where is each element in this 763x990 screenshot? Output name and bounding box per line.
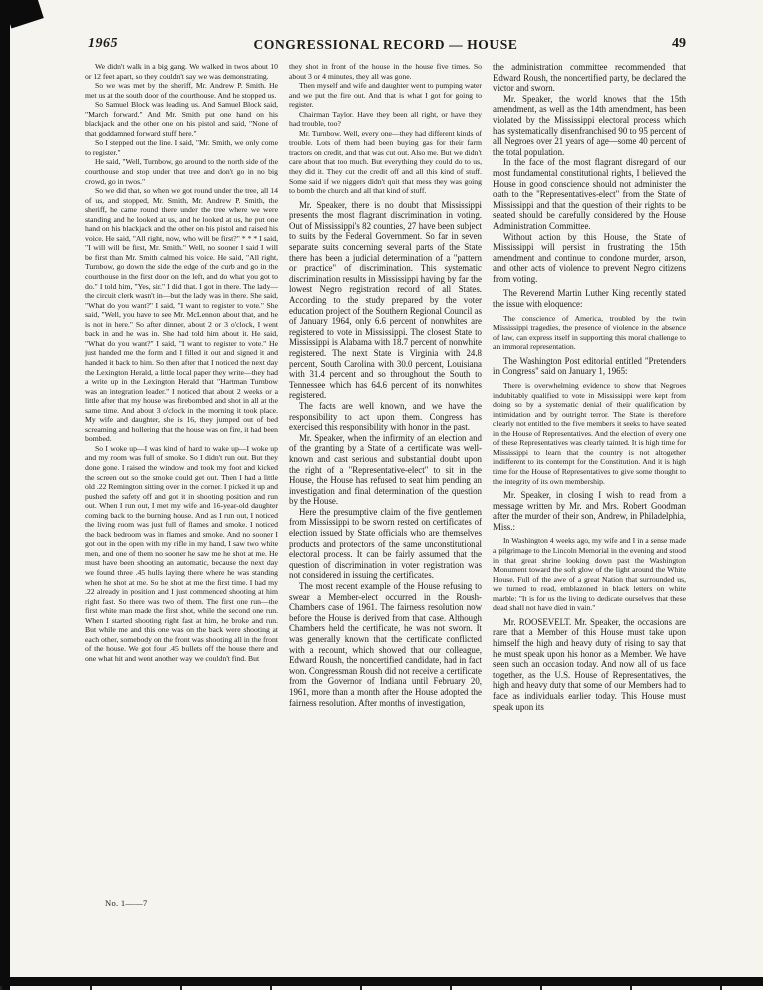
scan-edge-bottom xyxy=(0,977,763,986)
paragraph: So I woke up—I was kind of hard to wake up—I woke up and my room was full of smoke. So I didn't run out. But they done gone. I raised the window and took my foot and kicked the screen out so the smoke could get out. Then I had a little old .22 Remington sitting over in the corner. I picked it up and pushed the safety off and got it in shooting position and run out. When I run out, I met my wife and 16-year-old daughter coming back to the burning house. And as I run out, I noticed the living room was just full of flames and smoke. I noticed the back bedroom was in flames and smoke. And no sooner I got out in the open with my rifle in my hand, I saw two white men, and one of them no sooner he saw me he shot at me. He must have been shooting an automatic, because the next day we found three .45 hulls laying there where he was standing when he shot at me. So he shot at me the first time. I had my .22 already in position and I just commenced shooting at him right fast. So there was two of them. The first one run—the first white man made the first shot, while the second one run. When I started shooting right fast at him, he broke and run. But while me and this one was on the back were shooting at each other, somebody on the front was shooting all in the front of the house. We got four .45 bullets off the house there and one what hit and went another way we couldn't find. But xyxy=(85,443,278,663)
paragraph: Mr. Speaker, in closing I wish to read from a message written by Mr. and Mrs. Robert Goodman after the murder of their son, Andrew, in Philadelphia, Miss.: xyxy=(493,490,686,532)
paragraph: So I stepped out the line. I said, "Mr. Smith, we only come to register." xyxy=(85,138,278,157)
paragraph: The facts are well known, and we have the responsibility to act upon them. Congress has exercised this responsibility with honor in the past. xyxy=(289,400,482,433)
column-1 xyxy=(85,62,278,922)
paragraph: the administration committee recommended that Edward Roush, the noncertified party, be declared the victor and sworn. xyxy=(493,62,686,94)
scan-edge-left xyxy=(0,0,10,990)
column-3 xyxy=(493,62,686,922)
paragraph: He said, "Well, Turnbow, go around to the north side of the courthouse and stop under that tree and don't go in no big crowd, go in twos." xyxy=(85,157,278,186)
header-year: 1965 xyxy=(88,36,118,51)
page-header xyxy=(85,36,686,58)
column-2 xyxy=(289,62,482,922)
paragraph: The conscience of America, troubled by the twin Mississippi tragedies, the presence of violence in the absence of law, can express itself in supporting this moral challenge to an immoral representation. xyxy=(493,313,686,352)
scan-edge-bottom-ticks xyxy=(0,986,763,990)
paragraph: Here the presumptive claim of the five gentlemen from Mississippi to be sworn rested on certificates of election issued by State officials who are themselves products and protectors of the same unconstitutional electoral process. It can be fairly assumed that the question of discrimination in voter registration was not considered in issuing the certificates. xyxy=(289,506,482,581)
paragraph: In Washington 4 weeks ago, my wife and I in a sense made a pilgrimage to the Lincoln Memorial in the evening and stood in that great shrine looking down past the Washington Monument toward the soft glow of the light around the White House. Full of the awe of a great Nation that surrounded us, we turned to read, emblazoned in black letters on white marble: "It is for us the living to dedicate ourselves that these dead shall not have died in vain." xyxy=(493,536,686,613)
paragraph: Without action by this House, the State of Mississippi will persist in frustrating the 15th amendment and continue to condone murder, arson, and other acts of violence to prevent Negro citizens from voting. xyxy=(493,231,686,284)
paragraph: Mr. Speaker, the world knows that the 15th amendment, as well as the 14th amendment, has been violated by the Mississippi electoral process which has systematically disenfranchised 90 to 95 percent of all Negroes over 21 years of age—some 40 percent of the total population. xyxy=(493,93,686,157)
paragraph: they shot in front of the house in the house five times. So about 3 or 4 minutes, they all was gone. xyxy=(289,62,482,81)
paragraph: We didn't walk in a big gang. We walked in twos about 10 or 12 feet apart, so they couldn't say we was demonstrating. xyxy=(85,62,278,81)
issue-number-note: No. 1——7 xyxy=(105,898,148,908)
paragraph: So Samuel Block was leading us. And Samuel Block said, "March forward." And Mr. Smith put one hand on his blackjack and the other one on his pistol and said, "None of that goddamned forward stuff here." xyxy=(85,100,278,138)
paragraph: Mr. Turnbow. Well, every one—they had different kinds of trouble. Lots of them had been buying gas for their farm tractors on credit, and that was cut out. Also me. But we didn't care about that too much. But everything they could do to us, they did it. They cut the credit off and all this kind of stuff. Some said if we niggers didn't quit that mess they was going to bomb the church and all that kind of stuff. xyxy=(289,128,482,196)
paragraph: Chairman Taylor. Have they been all right, or have they had trouble, too? xyxy=(289,109,482,129)
text-columns xyxy=(85,62,686,922)
paragraph: Mr. Speaker, when the infirmity of an election and of the granting by a State of a certificate was well-known and cast serious and substantial doubt upon the right of a "Representative-elect" to sit in the House, the House has refused to seat him pending an investigation and final determination of the question by the House. xyxy=(289,432,482,507)
paragraph: So we was met by the sheriff, Mr. Andrew P. Smith. He met us at the south door of the courthouse. And he stopped us. xyxy=(85,81,278,100)
header-page-number: 49 xyxy=(672,36,686,51)
paragraph: Mr. ROOSEVELT. Mr. Speaker, the occasions are rare that a Member of this House must take upon himself the high and heavy duty of rising to say that he must speak upon his honor as a Member. We have seen such an occasion today. And now all of us face together, as the U.S. House of Representatives, the high and heavy duty that some of our Members had to face as individuals earlier today. This House must speak upon its xyxy=(493,616,686,712)
paragraph: The Washington Post editorial entitled "Pretenders in Congress" said on January 1, 1965: xyxy=(493,355,686,377)
paragraph: In the face of the most flagrant disregard of our most fundamental constitutional rights, I believed the House in good conscience should not administer the oath to the "Representatives-elect" from the State of Mississippi and that the question of their rights to be seated should be carefully considered by the House Administration Committee. xyxy=(493,157,686,231)
paragraph: The most recent example of the House refusing to swear a Member-elect occurred in the Roush-Chambers case of 1961. The fairness resolution now before the House is derived from that case. Although Chambers held the certificate, he was not sworn. It was generally known that the certificate conflicted with a recount, which showed that our colleague, Edward Roush, the noncertified candidate, had in fact won. Congressman Roush did not receive a certificate from the Governor of Indiana until February 20, 1961, more than a month after the House adopted the fairness resolution. After months of investigation, xyxy=(289,581,482,708)
paragraph: So we did that, so when we got round under the tree, all 14 of us, and stopped, Mr. Smith, Mr. Andrew P. Smith, the sheriff, he came round there under the tree where we were standing and he looked at us, and he looked at us, he put one hand on his blackjack and the other on his pistol and raised his voice. He said, "All right, now, who will be first?" * * * I said, "I will will be first, Mr. Smith." Well, no sooner I said I will be first than Mr. Smith calmed his voice. He said, "All right, Turnbow, go down the side the edge of the curb and go in the courthouse in the first door on the left, and do what you got to do." I told him, "Yes, sir." I did that. I got in there. The lady—the circuit clerk wasn't in—but the lady was in there. She said, "What do you want?" I said, "I want to register to vote." She said, "Well, you have to see Mr. McLennon about that, and he is not in here." So after dinner, about 2 or 3 o'clock, I went back in and he was in. She had told him about it. He said, "What do you want?" I said, "I want to register to vote." He just handed me the form and I filled it out and signed it and handed it back to him. So then after that I noticed the next day the Lexington Herald, a little local paper they write—they had a write up in the Lexington Herald that "Hartman Turnbow was an integration leader." I noticed that about 2 weeks or a little after that my house was firebombed and shot in all at the same time. And about 3 o'clock in the morning it took place. My wife and daughter, she is 16, they jumped out of bed screaming and hollering that the house was on fire, it had been bombed. xyxy=(85,186,278,444)
paragraph: Mr. Speaker, there is no doubt that Mississippi presents the most flagrant discrimination in voting. Out of Mississippi's 82 counties, 27 have been subject to suits by the Federal Government. So far in seven separate suits concerning several parts of the State there has been a judicial determination of a "pattern or practice" of discrimination. This systematic discrimination results in Mississippi having by far the lowest Negro registration record of all States. According to the study prepared by the voter education project of the Southern Regional Council as of January 1964, only 6.6 percent of nonwhites are registered to vote in Mississippi. The closest State to Mississippi is Alabama with 18.7 percent of nonwhite registered. The next State is Virginia with 24.8 percent, South Carolina with 30.0 percent, Louisiana with 31.4 percent and so throughout the South to Tennessee which has 64.6 percent of its nonwhites registered. xyxy=(289,199,482,401)
paragraph: The Reverend Martin Luther King recently stated the issue with eloquence: xyxy=(493,288,686,310)
paragraph: There is overwhelming evidence to show that Negroes indubitably qualified to vote in Mississippi were kept from doing so by a systematic denial of their qualification by intimidation and by outright terror. The State is therefore clearly not entitled to the five members it seeks to have seated in the House of Representatives. And the election of every one of these Representatives was clearly tainted. It is high time for Mississippi to learn that the country is not altogether indifferent to its contempt for the Constitution. And it is high time for the House of Representatives to give some thought to the integrity of its own membership. xyxy=(493,381,686,486)
paragraph: Then myself and wife and daughter went to pumping water and we put the fire out. And that is what I got for going to register. xyxy=(289,81,482,110)
header-title: CONGRESSIONAL RECORD — HOUSE xyxy=(253,37,518,52)
